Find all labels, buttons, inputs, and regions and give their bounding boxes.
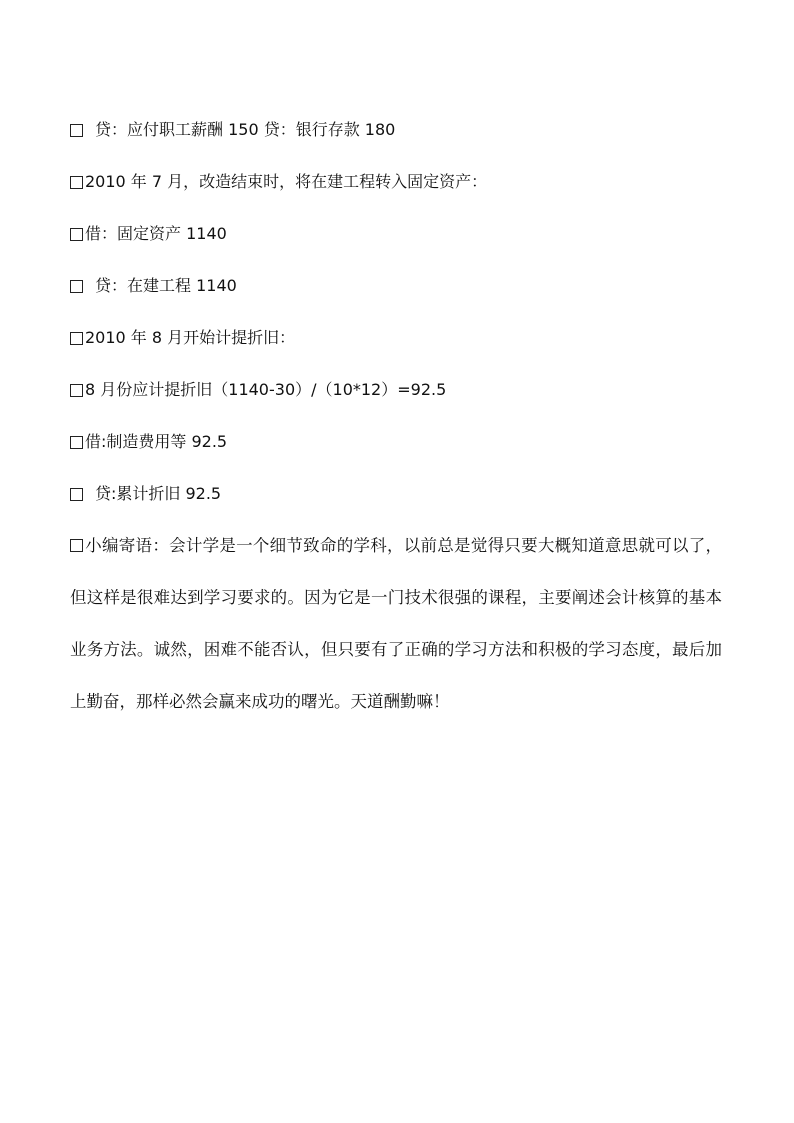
journal-line-transfer-note	[70, 156, 730, 208]
line-text: 2010 年 8 月开始计提折旧：	[85, 328, 296, 347]
checkbox-bullet-icon	[70, 228, 83, 241]
journal-line-credit-construction	[70, 260, 730, 312]
journal-line-depreciation-calc	[70, 364, 730, 416]
journal-line-credit-depreciation	[70, 468, 730, 520]
document-body	[70, 104, 730, 728]
checkbox-bullet-icon	[70, 539, 83, 552]
line-text: 贷：在建工程 1140	[95, 276, 237, 295]
line-text: 贷:累计折旧 92.5	[95, 484, 222, 503]
checkbox-bullet-icon	[70, 124, 83, 137]
line-text: 8 月份应计提折旧（1140-30）/（10*12）=92.5	[85, 380, 447, 399]
journal-line-debit-fixed-assets	[70, 208, 730, 260]
line-text: 贷：应付职工薪酬 150 贷：银行存款 180	[95, 120, 396, 139]
checkbox-bullet-icon	[70, 488, 83, 501]
journal-line-depreciation-start	[70, 312, 730, 364]
checkbox-bullet-icon	[70, 384, 83, 397]
checkbox-bullet-icon	[70, 436, 83, 449]
closing-paragraph	[70, 520, 722, 728]
checkbox-bullet-icon	[70, 332, 83, 345]
line-text: 借：固定资产 1140	[85, 224, 227, 243]
closing-paragraph-text: 小编寄语：会计学是一个细节致命的学科，以前总是觉得只要大概知道意思就可以了，但这样是很难达到学习要求的。因为它是一门技术很强的课程，主要阐述会计核算的基本业务方法。诚然，困难不能否认，但只要有了正确的学习方法和积极的学习态度，最后加上勤奋，那样必然会赢来成功的曙光。天道酬勤嘛！	[70, 536, 722, 711]
journal-line-debit-manufacturing	[70, 416, 730, 468]
line-text: 借:制造费用等 92.5	[85, 432, 228, 451]
checkbox-bullet-icon	[70, 280, 83, 293]
line-text: 2010 年 7 月，改造结束时，将在建工程转入固定资产：	[85, 172, 488, 191]
journal-line-credit-salary	[70, 104, 730, 156]
checkbox-bullet-icon	[70, 176, 83, 189]
